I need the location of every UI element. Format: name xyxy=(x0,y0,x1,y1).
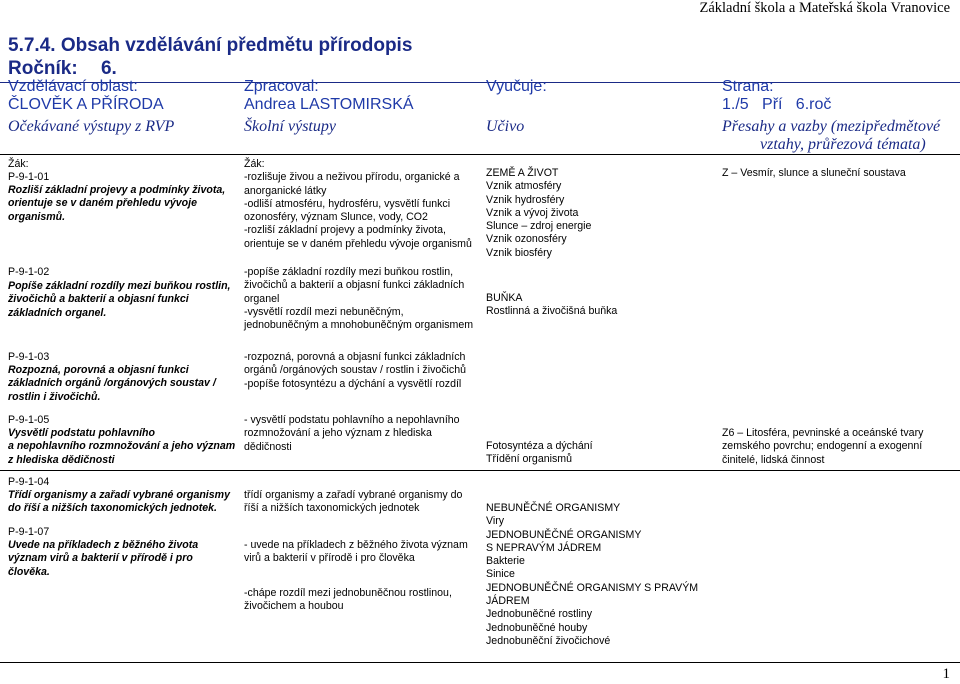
table-mid-rule xyxy=(0,470,960,471)
row1-expected-code: Žák: P-9-1-01 xyxy=(8,158,50,184)
page-value: 1./5 Pří 6.roč xyxy=(722,96,832,113)
row2-expected-text: Popíše základní rozdíly mezi buňkou rostlin, živočichů a bakterií a objasní funkci základních organel. xyxy=(8,280,231,319)
column-header-curriculum: Učivo xyxy=(486,118,525,135)
row1-expected-text: Rozliší základní projevy a podmínky života, orientuje se v daném přehledu vývoje organismů. xyxy=(8,184,226,223)
header-divider xyxy=(0,82,960,83)
row4-curriculum: Fotosyntéza a dýchání Třídění organismů xyxy=(486,440,593,466)
row5-expected-text: Třídí organismy a zařadí vybrané organismy do říší a nižších taxonomických jednotek. xyxy=(8,489,230,515)
area-label: Vzdělávací oblast: xyxy=(8,78,138,95)
row3-expected-text: Rozpozná, porovná a objasní funkci základních orgánů /orgánových soustav / rostlin i živočichů. xyxy=(8,364,216,403)
grade-value: 6. xyxy=(100,58,117,79)
table-top-rule xyxy=(0,154,960,155)
page-label: Strana: xyxy=(722,78,774,95)
row5-curriculum: NEBUNĚČNÉ ORGANISMY Viry JEDNOBUNĚČNÉ ORGANISMY S NEPRAVÝM JÁDREM Bakterie Sinice JEDNOBUNĚČNÉ ORGANISMY S PRAVÝM JÁDREM Jednobuněčné rostliny Jednobuněčné houby Jednobuněční živočichové xyxy=(486,502,699,647)
row3-school-outcomes: -rozpozná, porovná a objasní funkci základních orgánů /orgánových soustav / rostlin i živočichů -popíše fotosyntézu a dýchání a vysvětlí rozdíl xyxy=(244,351,466,390)
column-header-overlaps: Přesahy a vazby (mezipředmětové xyxy=(722,118,941,135)
row3-expected-code: P-9-1-03 xyxy=(8,351,50,363)
row1-overlaps: Z – Vesmír, slunce a sluneční soustava xyxy=(722,167,906,179)
row4-expected-code: P-9-1-05 xyxy=(8,414,50,426)
author-label: Zpracoval: xyxy=(244,78,319,95)
row2-curriculum: BUŇKA Rostlinná a živočišná buňka xyxy=(486,292,618,318)
row1-school-outcomes: Žák: -rozlišuje živou a neživou přírodu, organické a anorganické látky -odliší atmosféru, hydrosféru, vysvětlí funkci ozonosféry, význam Slunce, vody, CO2 -rozliší základní projevy a podmínky života, orientuje se v daném přehledu vývoje organismů xyxy=(244,158,472,250)
row4-overlaps: Z6 – Litosféra, pevninské a oceánské tvary zemského povrchu; endogenní a exogenní činitelé, lidská činnost xyxy=(722,427,924,466)
row5-school-outcomes-2: - uvede na příkladech z běžného života význam virů a bakterií v přírodě i pro člověka xyxy=(244,539,468,565)
row4-school-outcomes: - vysvětlí podstatu pohlavního a nepohlavního rozmnožování a jeho význam z hlediska dědičnosti xyxy=(244,414,460,453)
area-value: ČLOVĚK A PŘÍRODA xyxy=(8,96,164,113)
column-header-overlaps-2: vztahy, průřezová témata) xyxy=(760,136,926,153)
row2-school-outcomes: -popíše základní rozdíly mezi buňkou rostlin, živočichů a bakterií a objasní funkci základních organel -vysvětlí rozdíl mezi nebuněčným, jednobuněčným a mnohobuněčným organismem xyxy=(244,266,474,332)
table-bottom-rule xyxy=(0,662,960,663)
column-header-school: Školní výstupy xyxy=(244,118,336,135)
teacher-label: Vyučuje: xyxy=(486,78,547,95)
row5-expected-text-2: Uvede na příkladech z běžného života význam virů a bakterií v přírodě i pro člověka. xyxy=(8,539,199,578)
row5-expected-code-2: P-9-1-07 xyxy=(8,526,50,538)
row1-curriculum: ZEMĚ A ŽIVOT Vznik atmosféry Vznik hydrosféry Vznik a vývoj života Slunce – zdroj energie Vznik ozonosféry Vznik biosféry xyxy=(486,167,592,259)
row5-expected-code: P-9-1-04 xyxy=(8,476,50,488)
row5-school-outcomes-3: -chápe rozdíl mezi jednobuněčnou rostlinou, živočichem a houbou xyxy=(244,587,452,613)
row5-school-outcomes: třídí organismy a zařadí vybrané organismy do říší a nižších taxonomických jednotek xyxy=(244,489,463,515)
school-name: Základní škola a Mateřská škola Vranovice xyxy=(699,0,950,16)
page-number: 1 xyxy=(942,666,950,682)
row4-expected-text: Vysvětlí podstatu pohlavního a nepohlavního rozmnožování a jeho význam z hlediska dědičnosti xyxy=(8,427,236,466)
column-header-expected: Očekávané výstupy z RVP xyxy=(8,118,175,135)
row2-expected-code: P-9-1-02 xyxy=(8,266,50,278)
page-title: 5.7.4. Obsah vzdělávání předmětu přírodopis xyxy=(8,35,413,56)
grade-line xyxy=(8,58,117,80)
author-value: Andrea LASTOMIRSKÁ xyxy=(244,96,414,113)
grade-label: Ročník: xyxy=(8,58,78,79)
